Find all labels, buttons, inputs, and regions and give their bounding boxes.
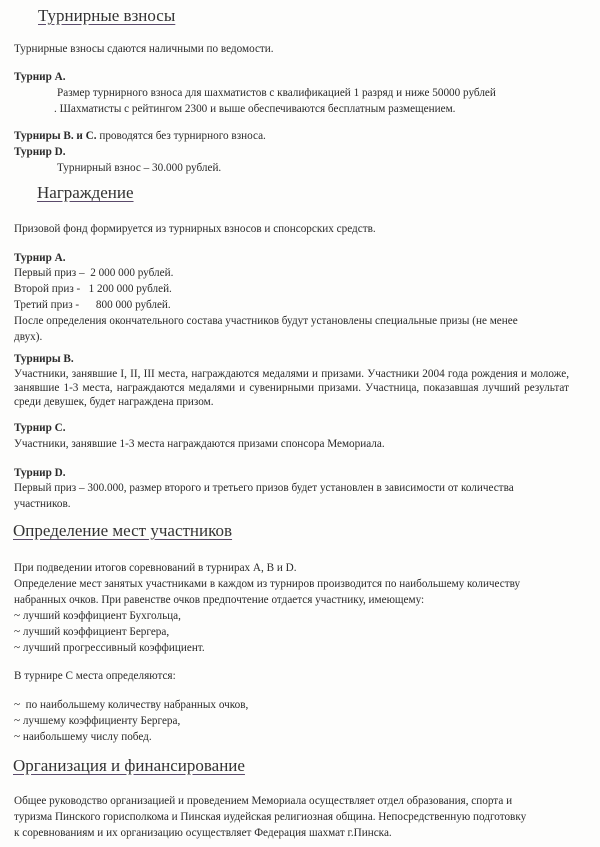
section-heading-awards: Награждение	[37, 183, 134, 202]
organization-line2: туризма Пинского горисполкома и Пинская иудейская религиозная община. Непосредственную подготовку	[14, 811, 527, 823]
placing-criterion: ~ лучший коэффициент Бергера,	[14, 626, 170, 638]
placing-c-criterion: ~ лучшему коэффициенту Бергера,	[14, 715, 181, 727]
awards-d-line2: участников.	[14, 498, 71, 510]
organization-line1: Общее руководство организацией и проведением Мемориала осуществляет отдел образования, спорта и	[14, 795, 513, 807]
awards-a-prize2: Второй приз - 1 200 000 рублей.	[14, 283, 172, 295]
awards-a-note2: двух).	[14, 331, 43, 343]
awards-a-label: Турнир А.	[14, 252, 66, 264]
awards-d-line1: Первый приз – 300.000, размер второго и третьего призов будет установлен в зависимости от количества	[14, 482, 514, 494]
placing-criterion: ~ лучший коэффициент Бухгольца,	[14, 610, 181, 622]
fees-a-line2: . Шахматисты с рейтингом 2300 и выше обеспечиваются бесплатным размещением.	[54, 103, 456, 115]
fees-a-label: Турнир А.	[14, 71, 66, 83]
section-heading-placing: Определение мест участников	[13, 521, 233, 540]
placing-c-criterion: ~ наибольшему числу побед.	[14, 731, 152, 743]
placing-c-intro: В турнире С места определяются:	[14, 670, 176, 682]
awards-intro: Призовой фонд формируется из турнирных взносов и спонсорских средств.	[14, 223, 376, 235]
awards-a-prize1: Первый приз – 2 000 000 рублей.	[14, 267, 174, 279]
organization-line3: к соревнованиям и их организацию осуществляет Федерация шахмат г.Пинска.	[14, 827, 392, 839]
placing-criterion: ~ лучший прогрессивный коэффициент.	[14, 642, 205, 654]
awards-a-note1: После определения окончательного состава участников будут установлены специальные призы (не менее	[14, 315, 518, 327]
fees-d-label: Турнир D.	[14, 146, 66, 158]
fees-bc-label: Турниры В. и С.	[14, 130, 97, 142]
fees-bc-line	[14, 129, 266, 144]
awards-b-label: Турниры В.	[14, 353, 74, 365]
section-heading-fees: Турнирные взносы	[38, 6, 176, 25]
fees-a-line1: Размер турнирного взноса для шахматистов с квалификацией 1 разряд и ниже 50000 рублей	[57, 87, 496, 99]
awards-d-label: Турнир D.	[14, 467, 66, 479]
placing-line3: набранных очков. При равенстве очков предпочтение отдается участнику, имеющему:	[14, 594, 425, 606]
placing-line2: Определение мест занятых участниками в каждом из турниров производится по наибольшему количеству	[14, 578, 521, 590]
placing-c-criterion: ~ по наибольшему количеству набранных очков,	[14, 699, 249, 711]
section-heading-organization: Организация и финансирование	[13, 756, 245, 775]
fees-intro: Турнирные взносы сдаются наличными по ведомости.	[14, 43, 274, 55]
fees-bc-text: проводятся без турнирного взноса.	[96, 130, 266, 142]
awards-b-text: Участники, занявшие I, II, III места, награждаются медалями и призами. Участники 2004 года рождения и моложе, занявшие 1-3 места, награждаются медалями и сувенирными призами. Участница, показавшая лучший результат среди девушек, будет награждена призом.	[14, 368, 569, 408]
placing-line1: При подведении итогов соревнований в турнирах А, В и D.	[14, 562, 297, 574]
fees-d-text: Турнирный взнос – 30.000 рублей.	[57, 162, 222, 174]
awards-a-prize3: Третий приз - 800 000 рублей.	[14, 299, 171, 311]
awards-c-text: Участники, занявшие 1-3 места награждаются призами спонсора Мемориала.	[14, 438, 385, 450]
awards-c-label: Турнир С.	[14, 422, 66, 434]
